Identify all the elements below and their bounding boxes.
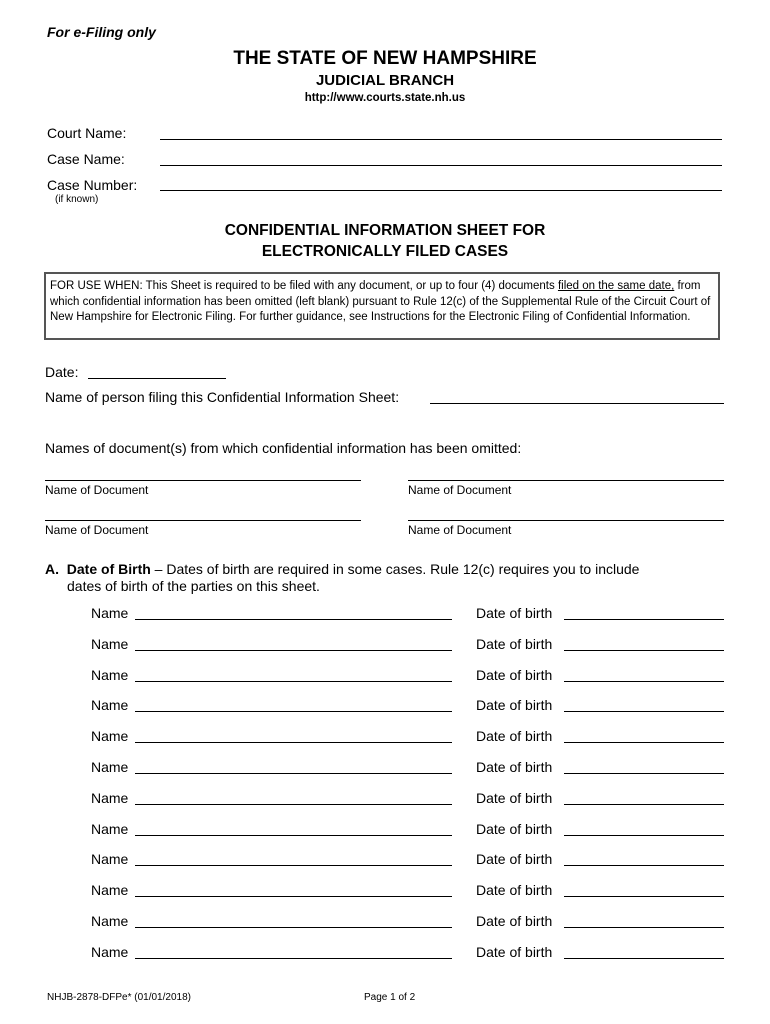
dob-row-dob-field[interactable] bbox=[564, 681, 724, 682]
document-field-4[interactable] bbox=[408, 520, 724, 521]
section-a-title: Date of Birth bbox=[66, 561, 151, 577]
dob-row-name-field[interactable] bbox=[135, 927, 452, 928]
efiling-note: For e-Filing only bbox=[47, 24, 156, 40]
branch-title: JUDICIAL BRANCH bbox=[315, 72, 455, 89]
dob-row-dob-label: Date of birth bbox=[476, 944, 553, 960]
dob-row-dob-label: Date of birth bbox=[476, 667, 553, 683]
section-a-intro bbox=[45, 561, 735, 595]
dob-row-name-label: Name bbox=[91, 851, 129, 867]
dob-row-name-label: Name bbox=[91, 697, 129, 713]
document-label-3: Name of Document bbox=[45, 523, 149, 537]
dob-row-name-field[interactable] bbox=[135, 804, 452, 805]
document-label-1: Name of Document bbox=[45, 483, 149, 497]
dob-row-dob-field[interactable] bbox=[564, 865, 724, 866]
dob-row-dob-field[interactable] bbox=[564, 650, 724, 651]
dob-row-name-field[interactable] bbox=[135, 896, 452, 897]
dob-row-name-label: Name bbox=[91, 913, 129, 929]
dob-row-name-field[interactable] bbox=[135, 619, 452, 620]
use-box-underlined: filed on the same date, bbox=[557, 280, 675, 292]
use-instructions-box bbox=[44, 272, 720, 340]
dob-row-dob-label: Date of birth bbox=[476, 913, 553, 929]
court-name-field[interactable] bbox=[160, 139, 722, 140]
dob-row-name-label: Name bbox=[91, 667, 129, 683]
filer-name-label: Name of person filing this Confidential Information Sheet: bbox=[45, 389, 400, 405]
section-a-letter: A. bbox=[45, 561, 59, 577]
dob-row-dob-label: Date of birth bbox=[476, 851, 553, 867]
dob-row-dob-field[interactable] bbox=[564, 804, 724, 805]
dob-row-name-field[interactable] bbox=[135, 742, 452, 743]
document-label-4: Name of Document bbox=[408, 523, 512, 537]
court-name-label: Court Name: bbox=[47, 125, 127, 141]
dob-row-dob-label: Date of birth bbox=[476, 636, 553, 652]
dob-row-name-field[interactable] bbox=[135, 681, 452, 682]
dob-row-name-label: Name bbox=[91, 790, 129, 806]
case-number-field[interactable] bbox=[160, 190, 722, 191]
form-title-line2: ELECTRONICALLY FILED CASES bbox=[261, 243, 509, 260]
page-number: Page 1 of 2 bbox=[364, 992, 416, 1003]
dob-row-name-label: Name bbox=[91, 759, 129, 775]
document-field-1[interactable] bbox=[45, 480, 361, 481]
dob-row-dob-label: Date of birth bbox=[476, 790, 553, 806]
case-name-label: Case Name: bbox=[47, 151, 125, 167]
dob-row-dob-field[interactable] bbox=[564, 835, 724, 836]
form-id: NHJB-2878-DFPe* (01/01/2018) bbox=[47, 992, 191, 1003]
court-url: http://www.courts.state.nh.us bbox=[304, 92, 466, 104]
dob-row-name-field[interactable] bbox=[135, 650, 452, 651]
dob-row-name-label: Name bbox=[91, 728, 129, 744]
dob-row-dob-field[interactable] bbox=[564, 619, 724, 620]
dob-row-name-field[interactable] bbox=[135, 835, 452, 836]
dob-row-name-field[interactable] bbox=[135, 773, 452, 774]
document-field-2[interactable] bbox=[408, 480, 724, 481]
dob-row-name-label: Name bbox=[91, 821, 129, 837]
section-a-text-1: – Dates of birth are required in some cases. Rule 12(c) requires you to include bbox=[150, 561, 640, 577]
dob-row-dob-field[interactable] bbox=[564, 896, 724, 897]
filer-name-field[interactable] bbox=[430, 403, 724, 404]
dob-row-dob-label: Date of birth bbox=[476, 882, 553, 898]
document-field-3[interactable] bbox=[45, 520, 361, 521]
dob-row-name-field[interactable] bbox=[135, 711, 452, 712]
dob-row-dob-field[interactable] bbox=[564, 773, 724, 774]
dob-row-name-field[interactable] bbox=[135, 865, 452, 866]
use-box-text-2: from which confidential information has been omitted (left blank) pursuant to Rule 12(c) of the Supplemental Rule of the Circuit Court of New Hampshire for Electronic Filing. For further guidance, see Instructions for the Electronic Filing of Confidential Information. bbox=[50, 280, 711, 323]
state-title: THE STATE OF NEW HAMPSHIRE bbox=[233, 48, 537, 69]
dob-row-name-label: Name bbox=[91, 944, 129, 960]
date-field[interactable] bbox=[88, 378, 226, 379]
section-a-text-2: dates of birth of the parties on this sheet. bbox=[67, 578, 320, 594]
dob-row-dob-label: Date of birth bbox=[476, 728, 553, 744]
dob-row-dob-label: Date of birth bbox=[476, 697, 553, 713]
case-name-field[interactable] bbox=[160, 165, 722, 166]
dob-row-dob-field[interactable] bbox=[564, 927, 724, 928]
dob-row-dob-label: Date of birth bbox=[476, 821, 553, 837]
dob-row-dob-label: Date of birth bbox=[476, 605, 553, 621]
dob-row-name-label: Name bbox=[91, 636, 129, 652]
dob-row-name-label: Name bbox=[91, 605, 129, 621]
dob-row-dob-label: Date of birth bbox=[476, 759, 553, 775]
dob-row-dob-field[interactable] bbox=[564, 742, 724, 743]
use-box-text-1: FOR USE WHEN: This Sheet is required to be filed with any document, or up to four (4) documents bbox=[50, 280, 558, 292]
if-known-note: (if known) bbox=[55, 194, 99, 205]
dob-row-dob-field[interactable] bbox=[564, 958, 724, 959]
form-title bbox=[0, 220, 770, 262]
form-title-line1: CONFIDENTIAL INFORMATION SHEET FOR bbox=[224, 222, 546, 239]
dob-row-dob-field[interactable] bbox=[564, 711, 724, 712]
date-label: Date: bbox=[45, 364, 79, 380]
documents-heading: Names of document(s) from which confidential information has been omitted: bbox=[45, 440, 522, 456]
dob-row-name-label: Name bbox=[91, 882, 129, 898]
dob-row-name-field[interactable] bbox=[135, 958, 452, 959]
case-number-label: Case Number: bbox=[47, 177, 138, 193]
document-label-2: Name of Document bbox=[408, 483, 512, 497]
